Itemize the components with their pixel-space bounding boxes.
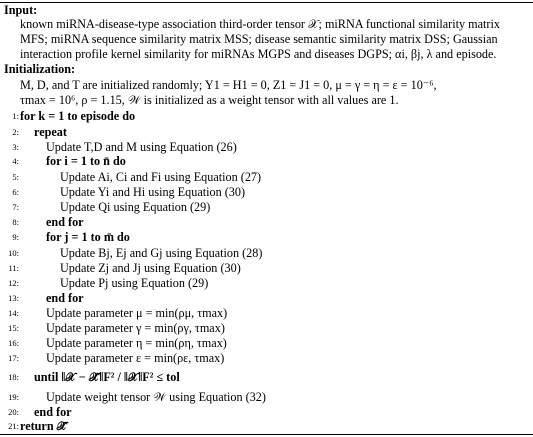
step-13	[0, 292, 533, 305]
input-line-3	[0, 48, 533, 61]
step-4	[0, 155, 533, 168]
step-11	[0, 262, 533, 275]
step-text: Update parameter μ = min(ρμ, τmax)	[46, 306, 228, 320]
step-2	[0, 126, 533, 139]
step-text: Update Pj using Equation (29)	[60, 276, 209, 290]
line-number: 15:	[8, 323, 19, 333]
init-line-2	[0, 94, 533, 107]
step-19	[0, 391, 533, 404]
init-text-1: M, D, and T are initialized randomly; Y1 = H1 = 0, Z1 = J1 = 0, μ = γ = η = ε = 10⁻⁶,	[20, 78, 437, 92]
input-text-3: interaction profile kernel similarity for miRNAs MGPS and diseases DGPS; αi, βj, λ and episode.	[20, 47, 497, 61]
init-label: Initialization:	[4, 62, 76, 76]
line-number: 11:	[8, 263, 19, 273]
step-text: Update Bj, Ej and Gj using Equation (28)	[60, 246, 263, 260]
line-number: 5:	[12, 172, 19, 182]
bottom-rule	[0, 434, 533, 435]
input-line-2	[0, 33, 533, 46]
step-text: return 𝒳̂	[20, 419, 68, 433]
init-heading	[0, 63, 533, 76]
step-text: for i = 1 to n̄ do	[46, 154, 126, 168]
step-text: Update Qi using Equation (29)	[60, 200, 211, 214]
line-number: 17:	[8, 353, 19, 363]
top-rule	[0, 2, 533, 3]
step-text: for j = 1 to m̄ do	[46, 230, 130, 244]
line-number: 4:	[12, 156, 19, 166]
step-10	[0, 247, 533, 260]
line-number: 19:	[8, 392, 19, 402]
step-text: until ‖𝒳 − 𝒳̂‖F² / ‖𝒳‖F² ≤ tol	[34, 370, 180, 384]
init-line-1	[0, 79, 533, 92]
step-21	[0, 420, 533, 433]
step-9	[0, 231, 533, 244]
line-number: 18:	[8, 372, 19, 382]
line-number: 8:	[12, 217, 19, 227]
step-18	[0, 371, 533, 384]
input-text-2: MFS; miRNA sequence similarity matrix MSS; disease semantic similarity matrix DSS; Gaussian	[20, 32, 498, 46]
line-number: 21:	[8, 421, 19, 431]
step-text: Update Yi and Hi using Equation (30)	[60, 185, 246, 199]
line-number: 1:	[12, 111, 19, 121]
step-text: Update parameter η = min(ρη, τmax)	[46, 336, 227, 350]
input-text-1: known miRNA-disease-type association third-order tensor 𝒳; miRNA functional similarity matrix	[20, 17, 500, 31]
line-number: 9:	[12, 232, 19, 242]
step-16	[0, 337, 533, 350]
step-text: Update weight tensor 𝒲 using Equation (32)	[46, 390, 266, 404]
step-8	[0, 216, 533, 229]
step-text: end for	[46, 291, 84, 305]
line-number: 2:	[12, 127, 19, 137]
input-label: Input:	[4, 3, 38, 17]
step-text: end for	[34, 405, 72, 419]
line-number: 6:	[12, 187, 19, 197]
step-14	[0, 307, 533, 320]
step-text: Update Ai, Ci and Fi using Equation (27)	[60, 170, 262, 184]
step-text: repeat	[34, 125, 67, 139]
step-text: end for	[46, 215, 84, 229]
step-3	[0, 141, 533, 154]
step-15	[0, 322, 533, 335]
input-line-1	[0, 18, 533, 31]
step-12	[0, 277, 533, 290]
line-number: 10:	[8, 248, 19, 258]
step-text: Update Zj and Jj using Equation (30)	[60, 261, 241, 275]
line-number: 16:	[8, 338, 19, 348]
line-number: 12:	[8, 278, 19, 288]
step-text: Update parameter ε = min(ρε, τmax)	[46, 351, 225, 365]
step-text: Update T,D and M using Equation (26)	[46, 140, 237, 154]
line-number: 20:	[8, 407, 19, 417]
step-20	[0, 406, 533, 419]
line-number: 7:	[12, 202, 19, 212]
step-5	[0, 171, 533, 184]
line-number: 13:	[8, 293, 19, 303]
input-heading	[0, 4, 533, 17]
step-6	[0, 186, 533, 199]
line-number: 3:	[12, 142, 19, 152]
line-number: 14:	[8, 308, 19, 318]
step-17	[0, 352, 533, 365]
step-1	[0, 110, 533, 123]
step-7	[0, 201, 533, 214]
step-text: for k = 1 to episode do	[20, 109, 136, 123]
init-text-2: τmax = 10⁶, ρ = 1.15, 𝒲 is initialized as a weight tensor with all values are 1.	[20, 93, 399, 107]
step-text: Update parameter γ = min(ργ, τmax)	[46, 321, 225, 335]
